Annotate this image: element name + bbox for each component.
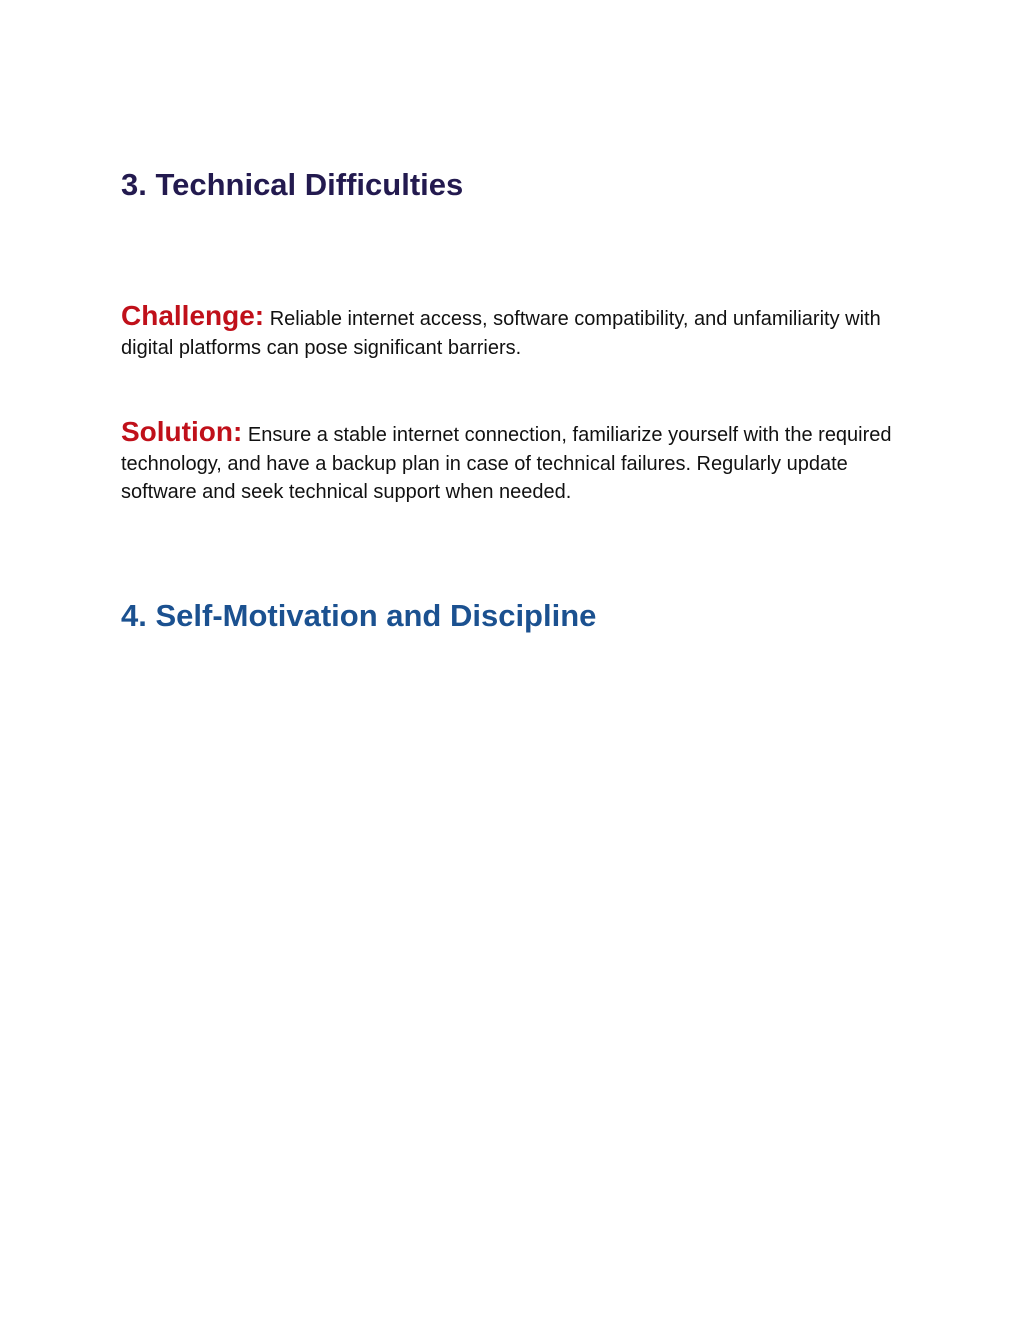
challenge-paragraph: [121, 302, 911, 362]
challenge-label: Challenge:: [121, 300, 265, 331]
solution-paragraph: [121, 418, 911, 507]
section-heading-self-motivation: 4. Self-Motivation and Discipline: [121, 598, 597, 633]
section-heading-technical-difficulties: 3. Technical Difficulties: [121, 167, 464, 202]
solution-text: Ensure a stable internet connection, familiarize yourself with the required technology, and have a backup plan in case of technical failures. Regularly update software and seek technical support when needed.: [121, 424, 892, 503]
solution-label: Solution:: [121, 416, 243, 447]
challenge-text: Reliable internet access, software compatibility, and unfamiliarity with digital platforms can pose significant barriers.: [121, 308, 881, 359]
